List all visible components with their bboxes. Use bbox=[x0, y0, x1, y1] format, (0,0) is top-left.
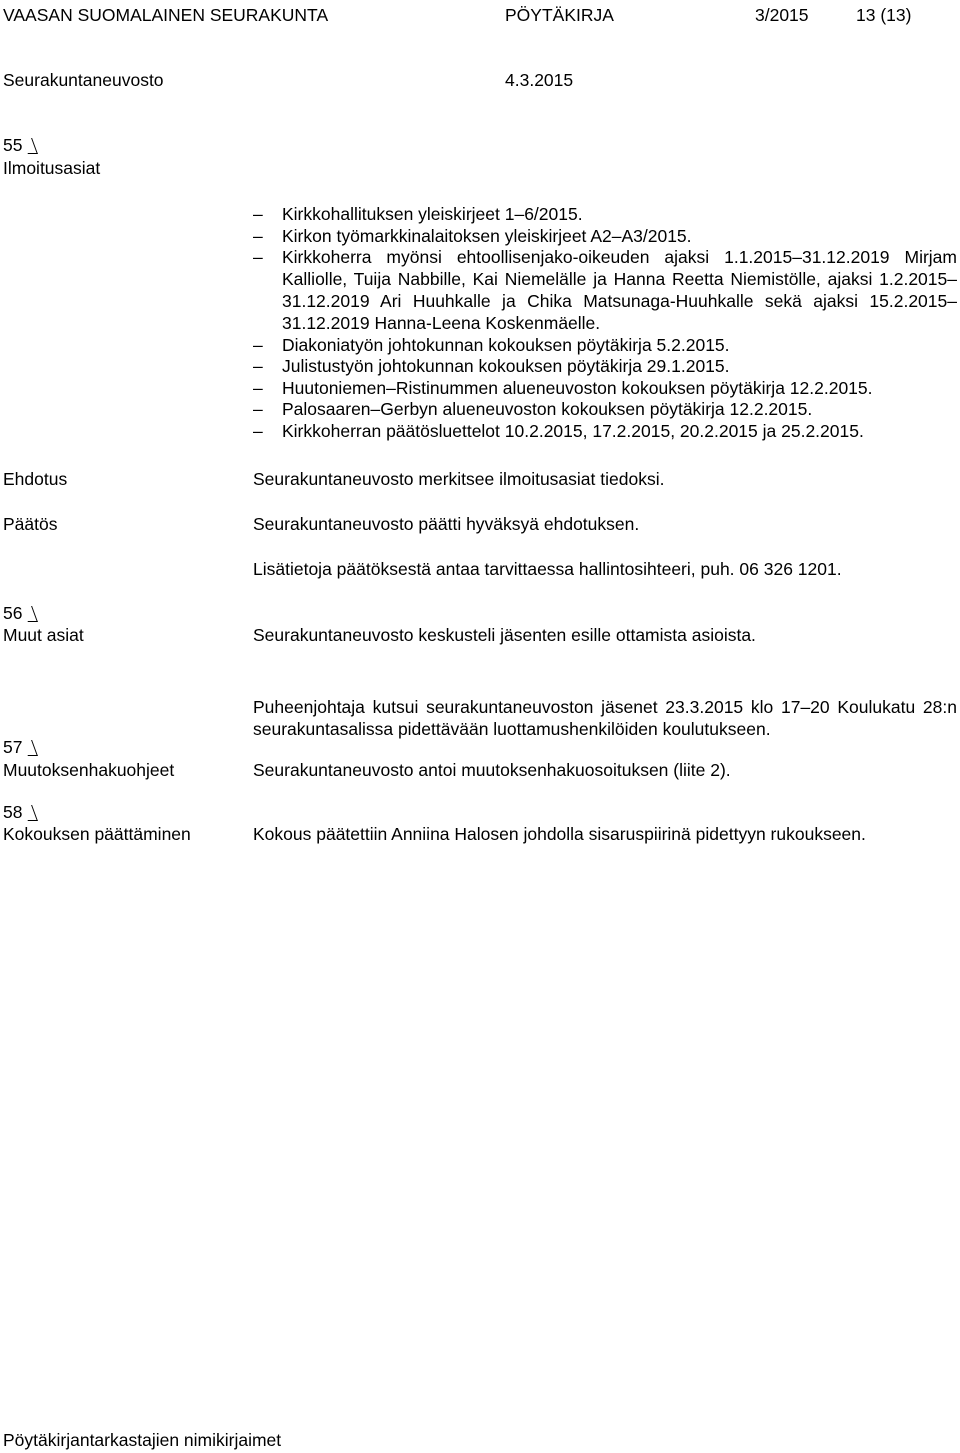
proposal-text: Seurakuntaneuvosto merkitsee ilmoitusasiat tiedoksi. bbox=[253, 469, 665, 489]
list-item: – Huutoniemen–Ristinummen alueneuvoston kokouksen pöytäkirja 12.2.2015. bbox=[253, 377, 873, 398]
list-item: – Kirkon työmarkkinalaitoksen yleiskirjeet A2–A3/2015. bbox=[253, 225, 692, 246]
section-57-text: Seurakuntaneuvosto antoi muutoksenhakuosoituksen (liite 2). bbox=[253, 760, 731, 780]
section-58-text: Kokous päätettiin Anniina Halosen johdolla sisaruspiirinä pidettyyn rukoukseen. bbox=[253, 824, 866, 844]
section-mark-icon bbox=[23, 740, 39, 756]
section-56-text: Seurakuntaneuvosto keskusteli jäsenten esille ottamista asioista. bbox=[253, 625, 756, 645]
section-58-title: Kokouksen päättäminen bbox=[3, 824, 191, 844]
list-item: – Kirkkoherra myönsi ehtoollisenjako-oikeuden ajaksi 1.1.2015–31.12.2019 Mirjam Kalliolle, Tuija Nabbille, Kai Niemelälle ja Hanna Reetta Niemistölle, ajaksi 1.2.2015–31.12.2019 Ari Huuhkalle ja Chika Matsunaga-Huuhkalle sekä ajaksi 15.2.2015–31.12.2019 Hanna-Leena Koskenmäelle. bbox=[253, 247, 957, 333]
section-mark-icon bbox=[23, 805, 39, 821]
page-number: 13 (13) bbox=[856, 5, 912, 25]
section-mark-icon bbox=[23, 138, 39, 154]
section-mark-icon bbox=[23, 606, 39, 622]
document-type: PÖYTÄKIRJA bbox=[505, 5, 614, 25]
section-58-number: 58 bbox=[3, 801, 35, 823]
footer-initials-label: Pöytäkirjantarkastajien nimikirjaimet bbox=[3, 1430, 282, 1450]
section-56-number: 56 bbox=[3, 602, 35, 624]
list-item: – Kirkkoherran päätösluettelot 10.2.2015, 17.2.2015, 20.2.2015 ja 25.2.2015. bbox=[253, 420, 864, 441]
meeting-date: 4.3.2015 bbox=[505, 70, 574, 90]
section-56-invitation: Puheenjohtaja kutsui seurakuntaneuvoston jäsenet 23.3.2015 klo 17–20 Koulukatu 28:n seurakuntasalissa pidettävään luottamushenkilöiden koulutukseen. bbox=[253, 697, 957, 739]
document-number: 3/2015 bbox=[755, 5, 809, 25]
list-item: – Diakoniatyön johtokunnan kokouksen pöytäkirja 5.2.2015. bbox=[253, 334, 730, 355]
section-55-number: 55 bbox=[3, 134, 35, 156]
list-item: – Palosaaren–Gerbyn alueneuvoston kokouksen pöytäkirja 12.2.2015. bbox=[253, 399, 813, 419]
list-item: – Julistustyön johtokunnan kokouksen pöytäkirja 29.1.2015. bbox=[253, 356, 730, 376]
meeting-body: Seurakuntaneuvosto bbox=[3, 70, 164, 90]
section-55-title: Ilmoitusasiat bbox=[3, 158, 101, 178]
decision-text: Seurakuntaneuvosto päätti hyväksyä ehdotuksen. bbox=[253, 514, 640, 534]
announcement-list bbox=[253, 203, 957, 441]
organization-name: VAASAN SUOMALAINEN SEURAKUNTA bbox=[3, 5, 329, 25]
info-text: Lisätietoja päätöksestä antaa tarvittaessa hallintosihteeri, puh. 06 326 1201. bbox=[253, 559, 842, 579]
proposal-label: Ehdotus bbox=[3, 469, 68, 489]
section-56-title: Muut asiat bbox=[3, 625, 84, 645]
section-57-number: 57 bbox=[3, 736, 35, 758]
section-57-title: Muutoksenhakuohjeet bbox=[3, 760, 175, 780]
list-item: – Kirkkohallituksen yleiskirjeet 1–6/2015. bbox=[253, 204, 583, 224]
decision-label: Päätös bbox=[3, 514, 58, 534]
